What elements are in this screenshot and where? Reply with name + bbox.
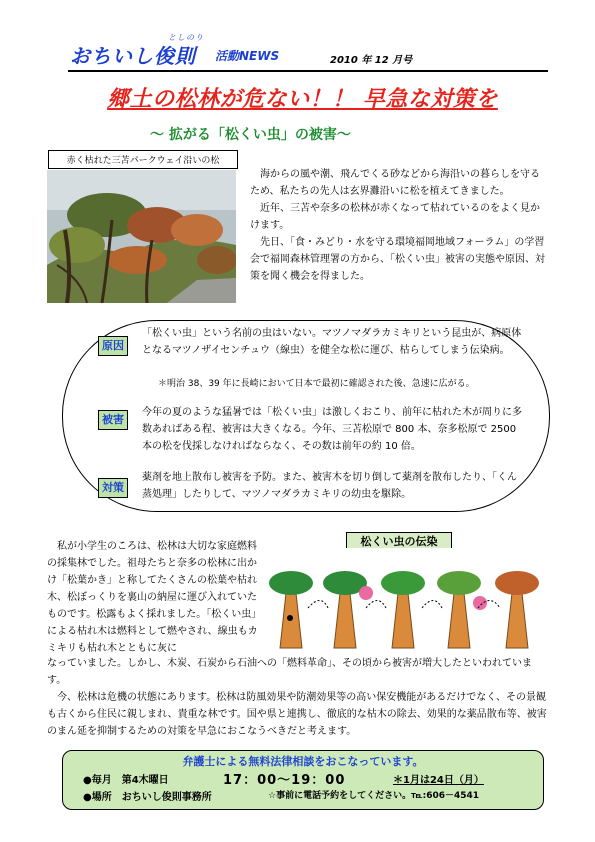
masthead-news: 活動NEWS	[215, 49, 280, 63]
illustration-title: 松くい虫の伝染	[346, 532, 452, 552]
schedule-label: ●毎月 第4木曜日	[83, 775, 169, 786]
story-continued: なっていました。しかし、木炭、石炭から石油への「燃料革命」、その頃から被害が増大したといわれています。	[47, 658, 532, 686]
subheadline: ～ 拡がる「松くい虫」の被害～	[150, 127, 351, 143]
footer-title: 弁護士による無料法律相談をおこなっています。	[182, 755, 424, 768]
story-conclusion: 今、松林は危機の状態にあります。松林は防風効果や防潮効果等の高い保安機能があるだけでなく、その景観も古くから住民に親しまれ、貴重な林です。国や県と連携し、徹底的な枯木の除去、効果的な薬品散布等、被害のまん延を抑制するための対策を早急におこなうべきだと考えます。	[47, 692, 547, 737]
legal-consult-box	[62, 750, 544, 810]
photo-caption: 赤く枯れた三苫パークウェイ沿いの松	[48, 150, 238, 169]
intro-paragraph: 海からの風や潮、飛んでくる砂などから海沿いの暮らしを守るため、私たちの先人は玄界灘沿いに松を植えてきました。	[250, 169, 540, 197]
reservation-note: ☆事前に電話予約をしてください。℡:606－4541	[268, 791, 480, 801]
location-label: ●場所 おちいし俊則事務所	[83, 792, 212, 803]
cause-text: 「松くい虫」という名前の虫はいない。マツノマダラカミキリという昆虫が、病原体となるマツノザイセンチュウ（線虫）を健全な松に運び、枯らしてしまう伝染病。	[142, 328, 522, 356]
pine-infection-illustration	[266, 548, 552, 656]
schedule-time: 17：00～19：00	[223, 773, 346, 788]
intro-paragraph: 先日、「食・みどり・水を守る環境福岡地域フォーラム」の学習会で福岡森林管理署の方から、「松くい虫」被害の実態や原因、対策を聞く機会を得ました。	[250, 237, 545, 282]
masthead-rule	[68, 70, 548, 72]
story-left: 私が小学生のころは、松林は大切な家庭燃料の採集林でした。祖母たちと奈多の松林に出かけ「松葉かき」と称してたくさんの松葉や枯れ木、松ぼっくりを裏山の納屋に運び入れていたものです。松露もよく採れました。「松くい虫」による枯れ木は燃料として燃やされ、線虫もカミキリも枯れ木とともに灰に	[47, 541, 262, 654]
damage-label: 被害	[98, 410, 128, 430]
cause-label: 原因	[98, 336, 128, 356]
schedule-note: ＊1月は24日（月）	[393, 775, 484, 786]
headline: 郷土の松林が危ない！！ 早急な対策を	[107, 87, 498, 112]
intro-text	[250, 166, 548, 285]
pine-trees-photo	[47, 170, 236, 303]
damage-text: 今年の夏のような猛暑では「松くい虫」は激しくおこり、前年に枯れた木が周りに多数あればある程、被害は大きくなる。今年、三苫松原で 800 本、奈多松原で 2500 本の松を伐採しなければならなく、その数は前年の約 10 倍。	[142, 407, 522, 452]
cause-note: ＊明治 38、39 年に長崎において日本で最初に確認された後、急速に広がる。	[158, 379, 475, 389]
masthead-furigana: としのり	[168, 33, 204, 42]
countermeasure-text: 薬剤を地上散布し被害を予防。また、被害木を切り倒して薬剤を散布したり、「くん蒸処理」したりして、マツノマダラカミキリの幼虫を駆除。	[142, 472, 517, 500]
issue-date: 2010 年 12 月号	[330, 55, 413, 66]
intro-paragraph: 近年、三苫や奈多の松林が赤くなって枯れているのをよく見かけます。	[250, 203, 540, 231]
countermeasure-label: 対策	[98, 478, 128, 498]
masthead-title: おちいし俊則	[70, 44, 196, 68]
